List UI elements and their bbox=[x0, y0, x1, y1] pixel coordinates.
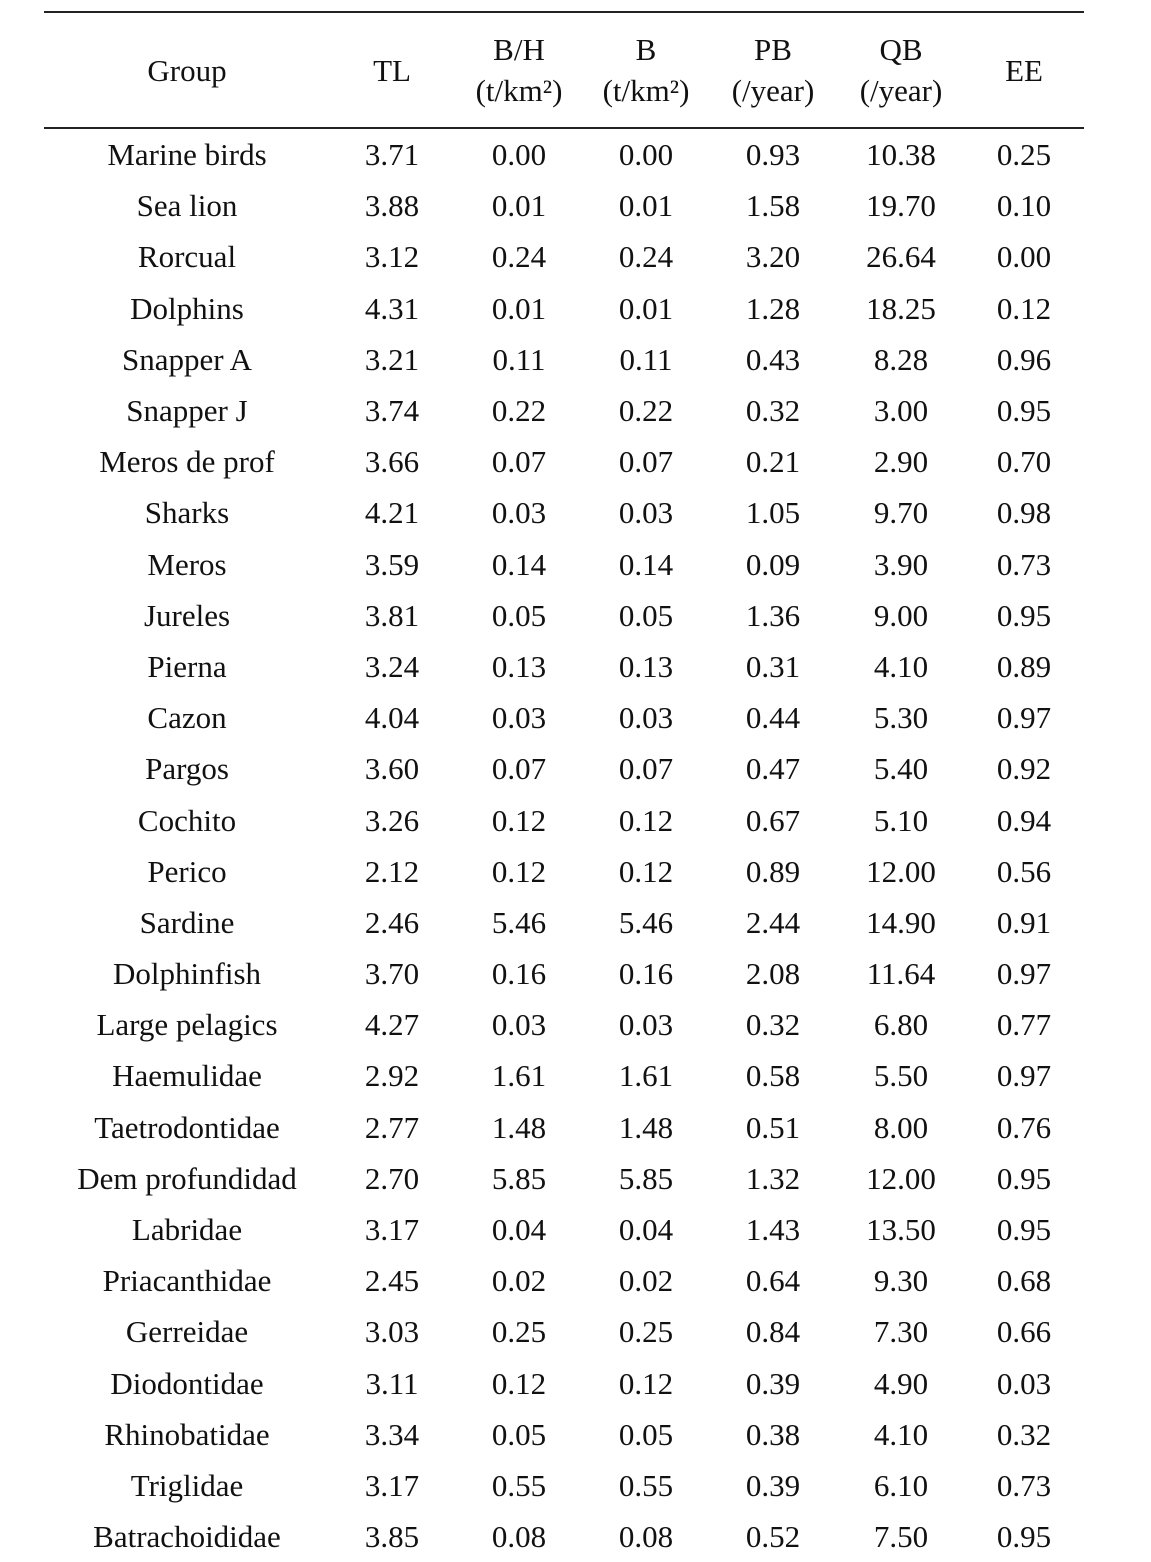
cell-b: 5.85 bbox=[618, 1160, 674, 1196]
cell-ee: 0.98 bbox=[996, 495, 1052, 531]
cell-group: Pierna bbox=[147, 648, 227, 684]
table-body bbox=[44, 128, 1084, 1562]
cell-group: Sharks bbox=[144, 495, 230, 531]
cell-qb: 12.00 bbox=[866, 853, 936, 889]
cell-tl: 3.26 bbox=[364, 802, 420, 838]
column-header-bh bbox=[454, 12, 584, 128]
cell-qb: 19.70 bbox=[866, 188, 936, 224]
cell-pb: 0.64 bbox=[745, 1263, 801, 1299]
cell-ee: 0.12 bbox=[996, 290, 1052, 326]
cell-qb: 4.10 bbox=[873, 1416, 929, 1452]
cell-b: 0.16 bbox=[618, 956, 674, 992]
cell-bh: 1.61 bbox=[491, 1058, 547, 1094]
cell-b: 0.12 bbox=[618, 853, 674, 889]
cell-bh: 0.25 bbox=[491, 1314, 547, 1350]
cell-b: 0.25 bbox=[618, 1314, 674, 1350]
cell-qb: 6.10 bbox=[873, 1467, 929, 1503]
table-row bbox=[44, 590, 1084, 641]
cell-ee: 0.97 bbox=[996, 956, 1052, 992]
cell-qb: 3.90 bbox=[873, 546, 929, 582]
cell-b: 0.22 bbox=[618, 393, 674, 429]
cell-qb: 5.10 bbox=[873, 802, 929, 838]
cell-group: Sardine bbox=[139, 904, 235, 940]
table-row bbox=[44, 1358, 1084, 1409]
cell-b: 0.05 bbox=[618, 597, 674, 633]
column-header-pb bbox=[708, 12, 838, 128]
cell-pb: 0.32 bbox=[745, 1007, 801, 1043]
cell-qb: 4.10 bbox=[873, 648, 929, 684]
cell-b: 5.46 bbox=[618, 904, 674, 940]
cell-group: Dolphinfish bbox=[112, 956, 262, 992]
cell-group: Priacanthidae bbox=[102, 1263, 272, 1299]
cell-b: 0.55 bbox=[618, 1467, 674, 1503]
cell-b: 0.05 bbox=[618, 1416, 674, 1452]
cell-group: Meros de prof bbox=[99, 444, 275, 480]
cell-group: Diodontidae bbox=[110, 1365, 264, 1401]
table-row bbox=[44, 948, 1084, 999]
cell-b: 0.03 bbox=[618, 1007, 674, 1043]
table-row bbox=[44, 1255, 1084, 1306]
cell-tl: 2.12 bbox=[364, 853, 420, 889]
table-row bbox=[44, 128, 1084, 180]
cell-pb: 0.47 bbox=[745, 751, 801, 787]
cell-bh: 0.00 bbox=[491, 137, 547, 173]
cell-bh: 0.12 bbox=[491, 853, 547, 889]
cell-b: 0.07 bbox=[618, 444, 674, 480]
cell-ee: 0.94 bbox=[996, 802, 1052, 838]
cell-tl: 2.46 bbox=[364, 904, 420, 940]
data-table-container bbox=[44, 11, 1084, 1562]
cell-qb: 8.28 bbox=[873, 341, 929, 377]
cell-qb: 18.25 bbox=[866, 290, 936, 326]
cell-pb: 1.43 bbox=[745, 1212, 801, 1248]
cell-tl: 2.92 bbox=[364, 1058, 420, 1094]
table-row bbox=[44, 180, 1084, 231]
cell-bh: 0.14 bbox=[491, 546, 547, 582]
cell-b: 1.48 bbox=[618, 1109, 674, 1145]
ecopath-parameters-table bbox=[44, 11, 1084, 1562]
table-row bbox=[44, 999, 1084, 1050]
cell-qb: 4.90 bbox=[873, 1365, 929, 1401]
cell-bh: 0.24 bbox=[491, 239, 547, 275]
cell-ee: 0.95 bbox=[996, 393, 1052, 429]
cell-group: Rhinobatidae bbox=[104, 1416, 270, 1452]
cell-b: 1.61 bbox=[618, 1058, 674, 1094]
cell-qb: 10.38 bbox=[866, 137, 936, 173]
cell-pb: 1.32 bbox=[745, 1160, 801, 1196]
cell-bh: 0.04 bbox=[491, 1212, 547, 1248]
cell-bh: 0.03 bbox=[491, 1007, 547, 1043]
table-row bbox=[44, 1102, 1084, 1153]
cell-group: Marine birds bbox=[107, 137, 267, 173]
column-header-label: Group bbox=[147, 52, 227, 88]
cell-group: Snapper J bbox=[126, 393, 248, 429]
column-header-label: TL bbox=[373, 52, 411, 88]
cell-ee: 0.97 bbox=[996, 700, 1052, 736]
table-row bbox=[44, 692, 1084, 743]
cell-bh: 0.11 bbox=[492, 341, 546, 377]
cell-tl: 3.03 bbox=[364, 1314, 420, 1350]
cell-group: Meros bbox=[147, 546, 227, 582]
cell-bh: 0.03 bbox=[491, 700, 547, 736]
cell-bh: 0.08 bbox=[491, 1519, 547, 1555]
cell-ee: 0.96 bbox=[996, 341, 1052, 377]
cell-pb: 2.44 bbox=[745, 904, 801, 940]
cell-tl: 3.88 bbox=[364, 188, 420, 224]
cell-qb: 5.50 bbox=[873, 1058, 929, 1094]
table-row bbox=[44, 743, 1084, 794]
table-row bbox=[44, 1511, 1084, 1562]
cell-ee: 0.00 bbox=[996, 239, 1052, 275]
cell-group: Dolphins bbox=[130, 290, 244, 326]
cell-pb: 0.38 bbox=[745, 1416, 801, 1452]
table-row bbox=[44, 1306, 1084, 1357]
column-header-label: EE bbox=[1005, 52, 1043, 88]
cell-b: 0.01 bbox=[618, 290, 674, 326]
cell-ee: 0.66 bbox=[996, 1314, 1052, 1350]
cell-group: Jureles bbox=[143, 597, 231, 633]
table-row bbox=[44, 1204, 1084, 1255]
cell-qb: 6.80 bbox=[873, 1007, 929, 1043]
column-header-b bbox=[584, 12, 708, 128]
cell-pb: 0.43 bbox=[745, 341, 801, 377]
cell-qb: 9.00 bbox=[873, 597, 929, 633]
cell-bh: 0.16 bbox=[491, 956, 547, 992]
header-row bbox=[44, 12, 1084, 128]
cell-qb: 9.70 bbox=[873, 495, 929, 531]
cell-bh: 5.85 bbox=[491, 1160, 547, 1196]
cell-b: 0.02 bbox=[618, 1263, 674, 1299]
cell-bh: 0.07 bbox=[491, 751, 547, 787]
cell-bh: 0.13 bbox=[491, 648, 547, 684]
cell-pb: 0.39 bbox=[745, 1365, 801, 1401]
cell-bh: 0.01 bbox=[491, 188, 547, 224]
cell-b: 0.01 bbox=[618, 188, 674, 224]
cell-bh: 0.12 bbox=[491, 1365, 547, 1401]
cell-ee: 0.03 bbox=[996, 1365, 1052, 1401]
table-row bbox=[44, 1409, 1084, 1460]
table-row bbox=[44, 846, 1084, 897]
cell-ee: 0.25 bbox=[996, 137, 1052, 173]
cell-b: 0.08 bbox=[618, 1519, 674, 1555]
cell-qb: 14.90 bbox=[866, 904, 936, 940]
cell-bh: 0.01 bbox=[491, 290, 547, 326]
cell-tl: 4.21 bbox=[364, 495, 420, 531]
cell-ee: 0.56 bbox=[996, 853, 1052, 889]
column-header-unit: (/year) bbox=[731, 73, 815, 108]
cell-pb: 0.32 bbox=[745, 393, 801, 429]
table-row bbox=[44, 641, 1084, 692]
cell-b: 0.24 bbox=[618, 239, 674, 275]
cell-tl: 4.04 bbox=[364, 700, 420, 736]
cell-tl: 3.60 bbox=[364, 751, 420, 787]
cell-bh: 0.22 bbox=[491, 393, 547, 429]
cell-bh: 1.48 bbox=[491, 1109, 547, 1145]
cell-ee: 0.95 bbox=[996, 1519, 1052, 1555]
cell-tl: 2.70 bbox=[364, 1160, 420, 1196]
cell-ee: 0.70 bbox=[996, 444, 1052, 480]
cell-group: Batrachoididae bbox=[93, 1519, 281, 1555]
cell-ee: 0.73 bbox=[996, 1467, 1052, 1503]
cell-b: 0.04 bbox=[618, 1212, 674, 1248]
cell-b: 0.00 bbox=[618, 137, 674, 173]
table-row bbox=[44, 794, 1084, 845]
cell-pb: 1.05 bbox=[745, 495, 801, 531]
cell-bh: 5.46 bbox=[491, 904, 547, 940]
cell-pb: 0.93 bbox=[745, 137, 801, 173]
column-header-ee bbox=[964, 12, 1084, 128]
cell-tl: 4.31 bbox=[364, 290, 420, 326]
column-header-group bbox=[44, 12, 330, 128]
table-row bbox=[44, 487, 1084, 538]
cell-qb: 12.00 bbox=[866, 1160, 936, 1196]
cell-group: Gerreidae bbox=[125, 1314, 249, 1350]
cell-pb: 1.36 bbox=[745, 597, 801, 633]
table-row bbox=[44, 385, 1084, 436]
table-row bbox=[44, 283, 1084, 334]
cell-pb: 2.08 bbox=[745, 956, 801, 992]
cell-group: Perico bbox=[147, 853, 227, 889]
cell-bh: 0.03 bbox=[491, 495, 547, 531]
cell-b: 0.12 bbox=[618, 802, 674, 838]
cell-tl: 3.74 bbox=[364, 393, 420, 429]
table-row bbox=[44, 1050, 1084, 1101]
cell-ee: 0.76 bbox=[996, 1109, 1052, 1145]
cell-b: 0.12 bbox=[618, 1365, 674, 1401]
cell-qb: 7.30 bbox=[873, 1314, 929, 1350]
cell-group: Large pelagics bbox=[96, 1007, 278, 1043]
cell-ee: 0.95 bbox=[996, 1160, 1052, 1196]
cell-group: Cochito bbox=[137, 802, 237, 838]
cell-pb: 3.20 bbox=[745, 239, 801, 275]
cell-bh: 0.02 bbox=[491, 1263, 547, 1299]
cell-ee: 0.73 bbox=[996, 546, 1052, 582]
cell-ee: 0.32 bbox=[996, 1416, 1052, 1452]
cell-group: Labridae bbox=[131, 1212, 243, 1248]
cell-pb: 0.51 bbox=[745, 1109, 801, 1145]
cell-group: Triglidae bbox=[130, 1467, 244, 1503]
cell-tl: 4.27 bbox=[364, 1007, 420, 1043]
cell-b: 0.11 bbox=[619, 341, 673, 377]
cell-ee: 0.95 bbox=[996, 597, 1052, 633]
cell-b: 0.14 bbox=[618, 546, 674, 582]
cell-b: 0.03 bbox=[618, 700, 674, 736]
cell-pb: 0.52 bbox=[745, 1519, 801, 1555]
cell-group: Sea lion bbox=[136, 188, 238, 224]
cell-qb: 3.00 bbox=[873, 393, 929, 429]
table-row bbox=[44, 231, 1084, 282]
table-row bbox=[44, 436, 1084, 487]
cell-tl: 3.59 bbox=[364, 546, 420, 582]
cell-qb: 9.30 bbox=[873, 1263, 929, 1299]
column-header-unit: (t/km²) bbox=[602, 73, 690, 108]
cell-ee: 0.89 bbox=[996, 648, 1052, 684]
cell-pb: 0.84 bbox=[745, 1314, 801, 1350]
table-row bbox=[44, 334, 1084, 385]
cell-tl: 3.81 bbox=[364, 597, 420, 633]
table-row bbox=[44, 1460, 1084, 1511]
cell-bh: 0.05 bbox=[491, 597, 547, 633]
cell-bh: 0.12 bbox=[491, 802, 547, 838]
cell-pb: 0.21 bbox=[745, 444, 801, 480]
column-header-label: B bbox=[635, 32, 657, 67]
cell-qb: 5.30 bbox=[873, 700, 929, 736]
cell-tl: 3.34 bbox=[364, 1416, 420, 1452]
table-row bbox=[44, 539, 1084, 590]
cell-tl: 3.17 bbox=[364, 1212, 420, 1248]
cell-pb: 0.89 bbox=[745, 853, 801, 889]
cell-pb: 1.58 bbox=[745, 188, 801, 224]
cell-qb: 26.64 bbox=[866, 239, 936, 275]
cell-tl: 2.45 bbox=[364, 1263, 420, 1299]
cell-b: 0.03 bbox=[618, 495, 674, 531]
cell-group: Cazon bbox=[147, 700, 227, 736]
cell-bh: 0.05 bbox=[491, 1416, 547, 1452]
cell-pb: 0.09 bbox=[745, 546, 801, 582]
cell-qb: 13.50 bbox=[866, 1212, 936, 1248]
column-header-tl bbox=[330, 12, 454, 128]
cell-tl: 3.24 bbox=[364, 648, 420, 684]
table-row bbox=[44, 1153, 1084, 1204]
cell-ee: 0.92 bbox=[996, 751, 1052, 787]
cell-qb: 5.40 bbox=[873, 751, 929, 787]
column-header-unit: (/year) bbox=[859, 73, 943, 108]
cell-pb: 1.28 bbox=[745, 290, 801, 326]
cell-tl: 3.17 bbox=[364, 1467, 420, 1503]
column-header-label: B/H bbox=[493, 32, 545, 67]
column-header-qb bbox=[838, 12, 964, 128]
cell-ee: 0.10 bbox=[996, 188, 1052, 224]
cell-qb: 2.90 bbox=[873, 444, 929, 480]
cell-b: 0.13 bbox=[618, 648, 674, 684]
cell-pb: 0.67 bbox=[745, 802, 801, 838]
cell-pb: 0.39 bbox=[745, 1467, 801, 1503]
cell-tl: 2.77 bbox=[364, 1109, 420, 1145]
table-row bbox=[44, 897, 1084, 948]
cell-ee: 0.77 bbox=[996, 1007, 1052, 1043]
cell-group: Haemulidae bbox=[112, 1058, 262, 1094]
cell-group: Rorcual bbox=[137, 239, 237, 275]
column-header-label: PB bbox=[754, 32, 792, 67]
cell-ee: 0.91 bbox=[996, 904, 1052, 940]
column-header-unit: (t/km²) bbox=[475, 73, 563, 108]
cell-group: Snapper A bbox=[121, 341, 252, 377]
cell-b: 0.07 bbox=[618, 751, 674, 787]
cell-bh: 0.55 bbox=[491, 1467, 547, 1503]
cell-group: Pargos bbox=[145, 751, 229, 787]
column-header-label: QB bbox=[879, 32, 923, 67]
cell-bh: 0.07 bbox=[491, 444, 547, 480]
cell-tl: 3.12 bbox=[364, 239, 420, 275]
cell-group: Taetrodontidae bbox=[94, 1109, 280, 1145]
cell-tl: 3.71 bbox=[364, 137, 420, 173]
cell-tl: 3.11 bbox=[365, 1365, 419, 1401]
cell-pb: 0.31 bbox=[745, 648, 801, 684]
cell-ee: 0.97 bbox=[996, 1058, 1052, 1094]
cell-ee: 0.68 bbox=[996, 1263, 1052, 1299]
cell-pb: 0.58 bbox=[745, 1058, 801, 1094]
cell-qb: 11.64 bbox=[866, 956, 936, 992]
cell-tl: 3.85 bbox=[364, 1519, 420, 1555]
table-header bbox=[44, 12, 1084, 128]
cell-qb: 8.00 bbox=[873, 1109, 929, 1145]
cell-qb: 7.50 bbox=[873, 1519, 929, 1555]
cell-tl: 3.66 bbox=[364, 444, 420, 480]
cell-pb: 0.44 bbox=[745, 700, 801, 736]
cell-group: Dem profundidad bbox=[77, 1160, 297, 1196]
cell-ee: 0.95 bbox=[996, 1212, 1052, 1248]
cell-tl: 3.21 bbox=[364, 341, 420, 377]
cell-tl: 3.70 bbox=[364, 956, 420, 992]
